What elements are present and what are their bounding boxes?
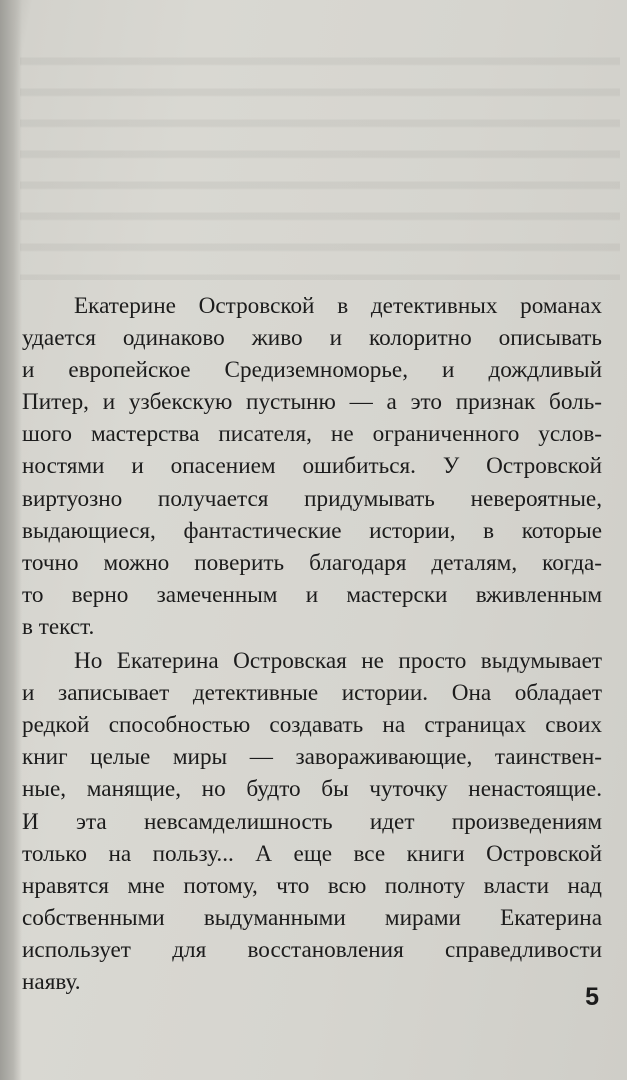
text-line: Екатерине Островской в детективных романах bbox=[74, 293, 602, 319]
paragraph-1 bbox=[22, 290, 602, 643]
spine-shadow bbox=[0, 0, 22, 1080]
bleed-through-text bbox=[20, 40, 620, 280]
text-line: нравятся мне потому, что всю полноту власти над bbox=[22, 872, 602, 899]
text-line: книг целые миры — завораживающие, таинствен- bbox=[22, 744, 602, 771]
text-line: и европейское Средиземноморье, и дождливый bbox=[22, 357, 602, 384]
text-line: точно можно поверить благодаря деталям, когда- bbox=[22, 549, 602, 576]
text-line: только на пользу... А еще все книги Островской bbox=[22, 840, 602, 867]
text-line: ные, манящие, но будто бы чуточку ненастоящие. bbox=[22, 776, 602, 803]
text-line: редкой способностью создавать на страницах своих bbox=[22, 712, 602, 739]
page-number: 5 bbox=[585, 983, 599, 1011]
text-line: использует для восстановления справедливости bbox=[22, 936, 602, 963]
text-line: то верно замеченным и мастерски вживленным bbox=[22, 581, 602, 608]
text-line: Питер, и узбекскую пустыню — а это признак боль- bbox=[22, 389, 602, 416]
body-text bbox=[22, 290, 602, 998]
text-line: И эта невсамделишность идет произведениям bbox=[22, 808, 602, 835]
text-line: ностями и опасением ошибиться. У Островской bbox=[22, 453, 602, 480]
text-line: Но Екатерина Островская не просто выдумывает bbox=[74, 648, 602, 675]
text-line: выдающиеся, фантастические истории, в которые bbox=[22, 517, 602, 544]
text-line: собственными выдуманными мирами Екатерина bbox=[22, 904, 602, 931]
text-line: виртуозно получается придумывать невероятные, bbox=[22, 485, 602, 512]
text-line: в текст. bbox=[22, 613, 95, 640]
paragraph-2 bbox=[22, 645, 602, 998]
text-line: и записывает детективные истории. Она обладает bbox=[22, 680, 602, 707]
text-line: шого мастерства писателя, не ограниченного услов- bbox=[22, 421, 602, 448]
text-line: наяву. bbox=[22, 968, 81, 995]
text-line: удается одинаково живо и колоритно описывать bbox=[22, 325, 602, 352]
